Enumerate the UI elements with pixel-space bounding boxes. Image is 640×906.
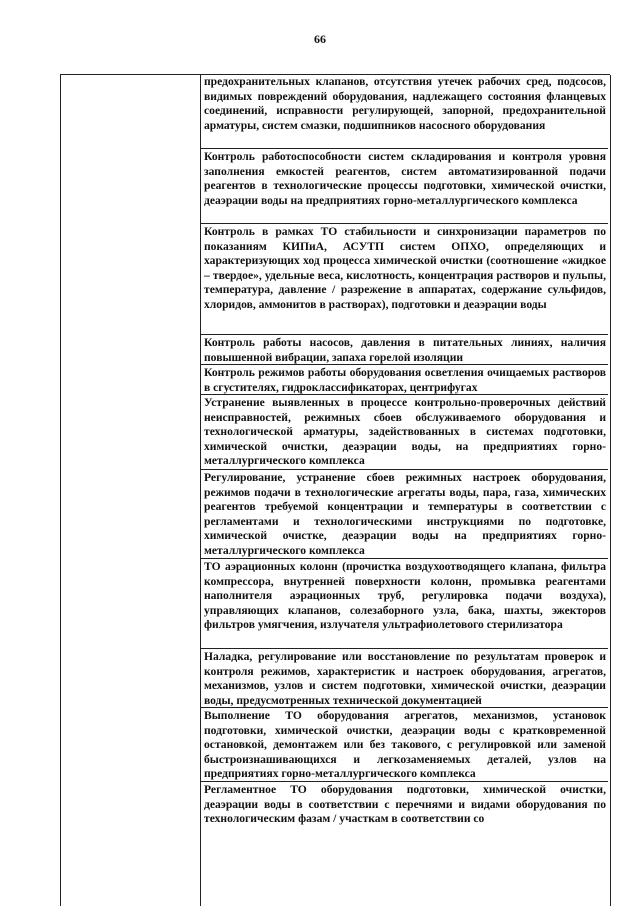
table-cell-text: Контроль работоспособности систем складирования и контроля уровня заполнения емкостей реагентов, систем автоматизированной подачи реагентов в технологические процессы подготовки, химической очистки, деаэрации воды на предприятиях горно-металлургического комплекса	[200, 150, 608, 224]
table-cell-text: предохранительных клапанов, отсутствия утечек рабочих сред, подсосов, видимых повреждений оборудования, надлежащего состояния фланцевых соединений, исправности регулирующей, запорной, предохранительной арматуры, систем смазки, подшипников насосного оборудования	[200, 75, 608, 149]
table-right-column	[200, 75, 611, 906]
table-cell-text: Контроль работы насосов, давления в питательных линиях, наличия повышенной вибрации, запаха горелой изоляции	[200, 336, 608, 365]
table-cell-text: Контроль в рамках ТО стабильности и синхронизации параметров по показаниям КИПиА, АСУТП систем ОПХО, определяющих и характеризующих ход процесса химической очистки (соотношение «жидкое – твердое», удельные веса, кислотность, концентрация растворов и пульпы, температура, давление / разрежение в аппаратах, содержание сульфидов, хлоридов, аммонитов в растворах), подготовки и деаэрации воды	[200, 225, 608, 335]
table-left-column	[60, 75, 201, 906]
page-number: 66	[314, 32, 326, 46]
requirements-table	[60, 74, 610, 906]
table-cell-text: Регулирование, устранение сбоев режимных настроек оборудования, режимов подачи в технологические агрегаты воды, пара, газа, химических реагентов требуемой концентрации и температуры в соответствии с регламентами и технологическими инструкциями по подготовке, химической очистке, деаэрации воды на предприятиях горно-металлургического комплекса	[200, 471, 608, 559]
table-cell-text: ТО аэрационных колонн (прочистка воздухоотводящего клапана, фильтра компрессора, внутренней поверхности колонн, промывка реагентами наполнителя аэрационных труб, регулировка подачи воздуха), управляющих клапанов, солезаборного узла, бака, шахты, эжекторов фильтров умягчения, излучателя ультрафиолетового стерилизатора	[200, 560, 608, 649]
table-cell-text: Наладка, регулирование или восстановление по результатам проверок и контроля режимов, характеристик и настроек оборудования, агрегатов, механизмов, узлов и систем подготовки, химической очистки, деаэрации воды, предусмотренных технической документацией	[200, 650, 608, 708]
table-cell-text: Устранение выявленных в процессе контрольно-проверочных действий неисправностей, режимных сбоев обслуживаемого оборудования и технологической арматуры, задействованных в системах подготовки, химической очистки, деаэрации воды, на предприятиях горно-металлургического комплекса	[200, 396, 608, 470]
table-cell-text: Выполнение ТО оборудования агрегатов, механизмов, установок подготовки, химической очистки, деаэрации воды с кратковременной остановкой, демонтажем или без такового, с регулировкой или заменой быстроизнашивающихся и легкозаменяемых деталей, узлов на предприятиях горно-металлургического комплекса	[200, 709, 608, 782]
table-cell-text: Регламентное ТО оборудования подготовки, химической очистки, деаэрации воды в соответствии с перечнями и видами оборудования по технологическим фазам / участкам в соответствии со	[204, 783, 606, 825]
table-cell-text: Контроль режимов работы оборудования осветления очищаемых растворов в сгустителях, гидроклассификаторах, центрифугах	[200, 366, 608, 395]
